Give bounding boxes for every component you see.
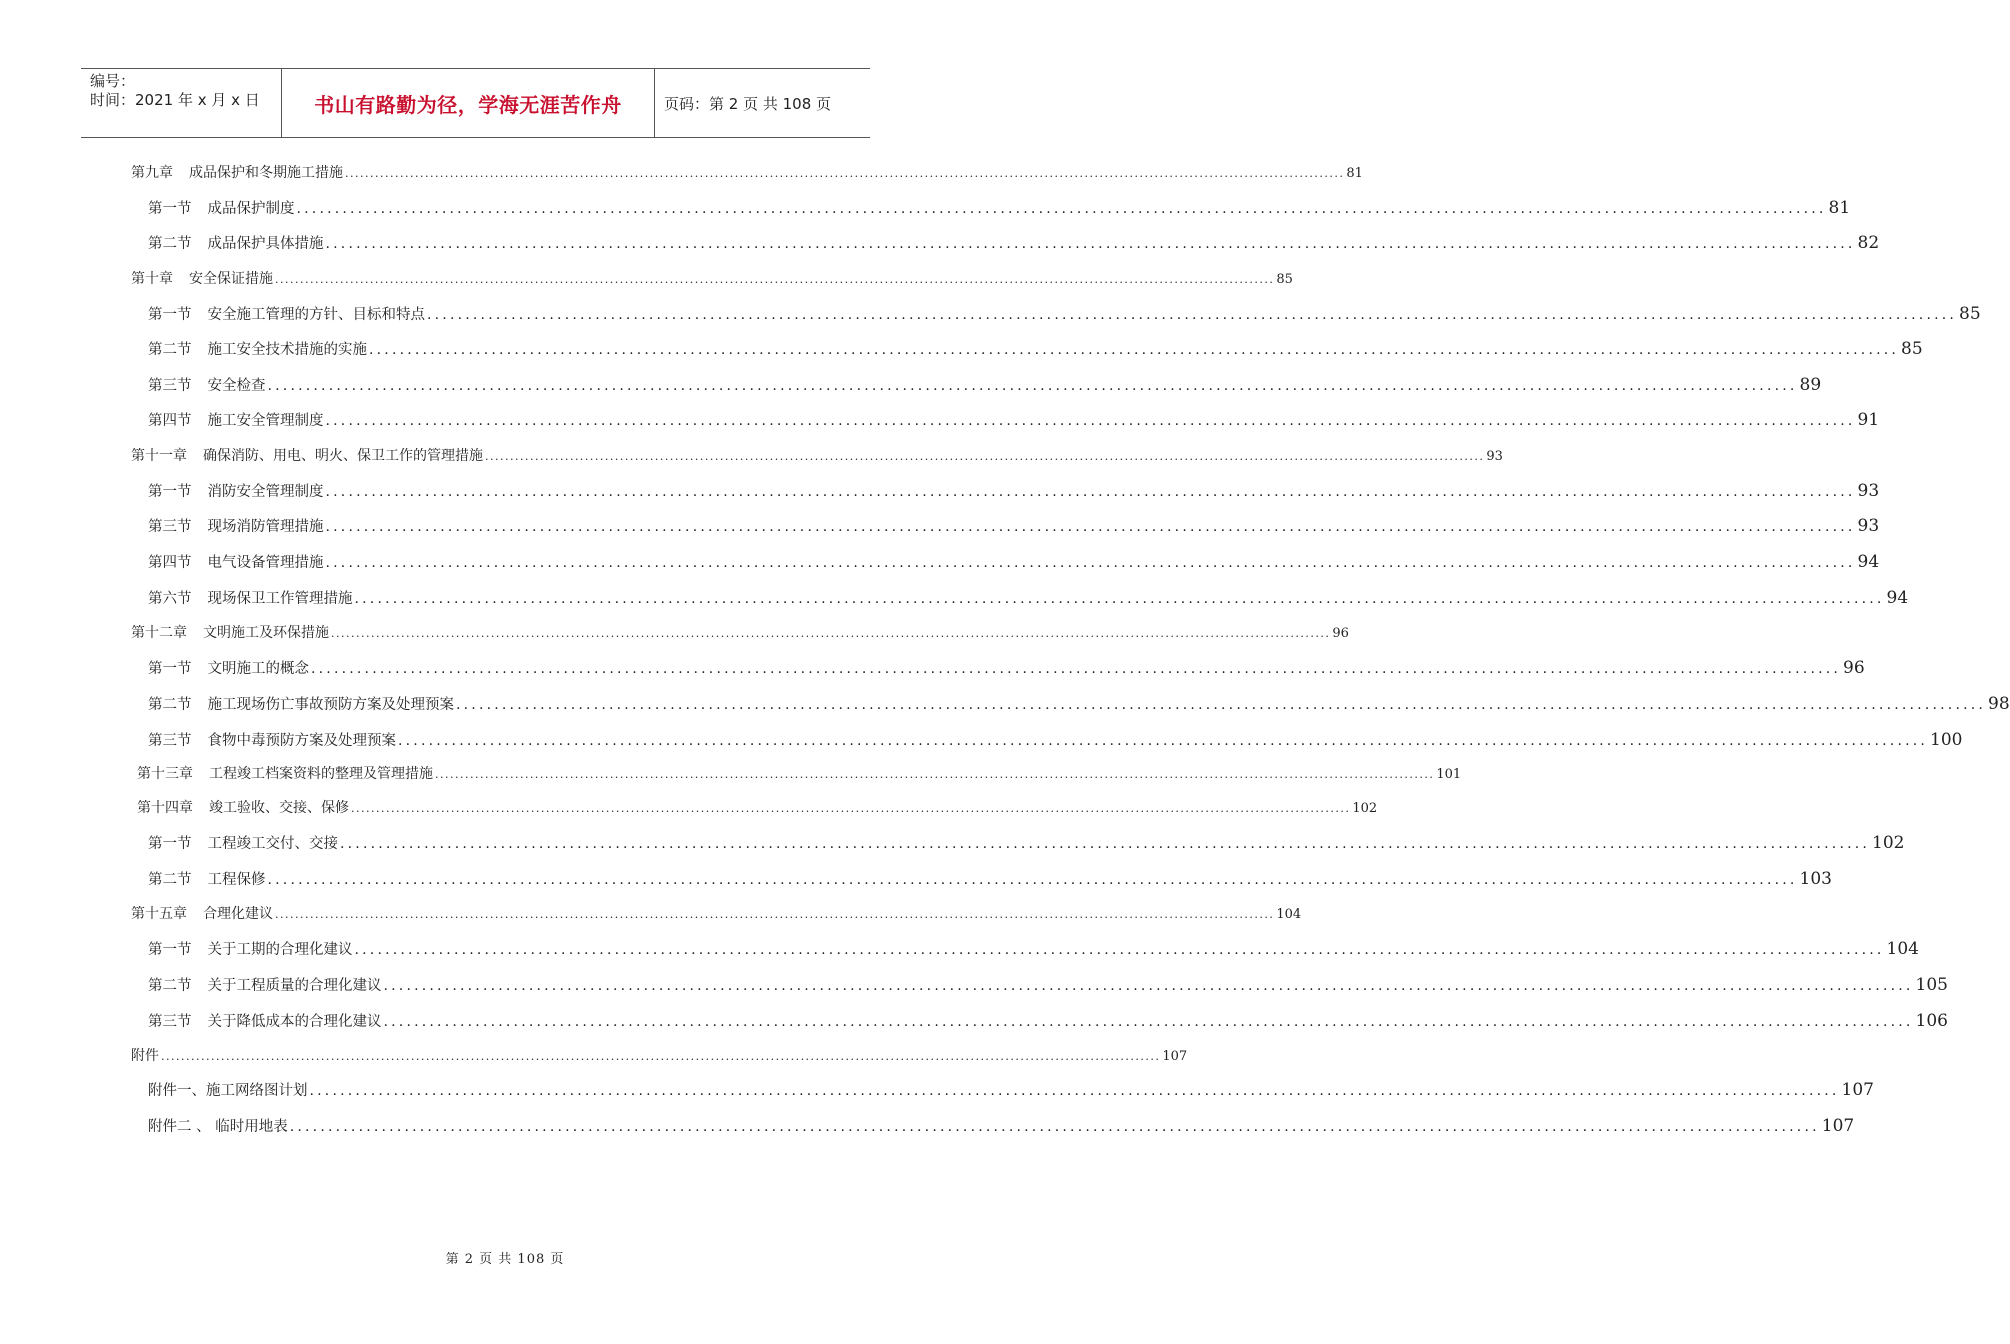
toc-dot-leader: ........................................................................................................................................................................................................: [369, 342, 1900, 358]
toc-dot-leader: ........................................................................................................................................................................................................: [340, 836, 1871, 852]
toc-entry-number: 第二节: [148, 342, 192, 358]
toc-entry-number: 第四节: [148, 413, 192, 429]
toc-dot-leader: ........................................................................................................................................................................................................: [427, 307, 1958, 323]
toc-entry-number: 第一节: [148, 942, 192, 958]
toc-section-entry[interactable]: [148, 515, 1880, 536]
toc-page-number: 103: [1799, 869, 1832, 889]
toc-entry-number: 第二节: [148, 697, 192, 713]
toc-entry-number: 第十三章: [137, 766, 193, 782]
page-footer: 第 2 页 共 108 页: [445, 1252, 565, 1267]
toc-entry-title: 工程竣工档案资料的整理及管理措施: [209, 766, 433, 782]
toc-chapter-entry[interactable]: [131, 162, 1363, 182]
toc-section-entry[interactable]: [148, 974, 1948, 995]
toc-entry-number: 第三节: [148, 378, 192, 394]
toc-entry-number: 第十章: [131, 271, 173, 287]
toc-section-entry[interactable]: [148, 1079, 1874, 1100]
toc-dot-leader: ........................................................................................................................................................................................................: [267, 872, 1798, 888]
page-header: [81, 68, 870, 138]
toc-dot-leader: ........................................................................................................................................................................................................: [383, 1014, 1914, 1030]
toc-entry-title: 成品保护具体措施: [207, 236, 324, 252]
toc-entry-number: 第十一章: [131, 448, 187, 464]
toc-dot-leader: ........................................................................................................................................................................................................: [325, 555, 1856, 571]
toc-entry-number: 第十二章: [131, 625, 187, 641]
toc-section-entry[interactable]: [148, 480, 1880, 501]
toc-page-number: 89: [1799, 375, 1822, 395]
toc-page-number: 102: [1352, 801, 1378, 816]
toc-dot-leader: ........................................................................................................................................................................................................: [325, 413, 1856, 429]
toc-page-number: 81: [1346, 166, 1363, 181]
toc-dot-leader: ........................................................................................................................................................................................................: [289, 1119, 1820, 1135]
toc-page-number: 105: [1915, 975, 1948, 995]
toc-dot-leader: ........................................................................................................................................................................................................: [351, 802, 1351, 815]
toc-section-entry[interactable]: [148, 374, 1822, 395]
toc-page-number: 96: [1843, 658, 1865, 678]
toc-dot-leader: ........................................................................................................................................................................................................: [275, 273, 1275, 286]
toc-entry-title: 安全检查: [207, 378, 266, 394]
toc-entry-number: 第三节: [148, 519, 192, 535]
toc-page-number: 102: [1872, 833, 1905, 853]
toc-entry-number: 第二节: [148, 978, 192, 994]
toc-entry-title: 关于工期的合理化建议: [207, 942, 353, 958]
toc-dot-leader: ........................................................................................................................................................................................................: [267, 378, 1798, 394]
toc-entry-title: 施工安全技术措施的实施: [207, 342, 367, 358]
toc-section-entry[interactable]: [148, 868, 1832, 889]
toc-page-number: 94: [1857, 552, 1880, 572]
toc-dot-leader: ........................................................................................................................................................................................................: [311, 661, 1842, 677]
toc-entry-number: 第十五章: [131, 906, 187, 922]
header-motto-cell: [282, 69, 655, 137]
toc-entry-number: 第一节: [148, 307, 192, 323]
toc-section-entry[interactable]: [148, 657, 1865, 678]
toc-page-number: 107: [1162, 1049, 1188, 1064]
toc-dot-leader: ........................................................................................................................................................................................................: [275, 908, 1275, 921]
toc-entry-title: 安全施工管理的方针、目标和特点: [207, 307, 425, 323]
toc-dot-leader: ........................................................................................................................................................................................................: [161, 1050, 1161, 1063]
header-meta-cell: [81, 69, 282, 137]
toc-page-number: 93: [1857, 481, 1880, 501]
toc-dot-leader: ........................................................................................................................................................................................................: [485, 450, 1485, 463]
toc-entry-title: 施工现场伤亡事故预防方案及处理预案: [207, 697, 454, 713]
toc-entry-number: 第九章: [131, 165, 173, 181]
toc-page-number: 100: [1930, 730, 1963, 750]
toc-page-number: 107: [1841, 1080, 1874, 1100]
toc-dot-leader: ........................................................................................................................................................................................................: [398, 733, 1929, 749]
toc-page-number: 93: [1486, 449, 1503, 464]
toc-page-number: 104: [1886, 939, 1919, 959]
toc-entry-title: 附件二 、 临时用地表: [148, 1119, 288, 1135]
toc-dot-leader: ........................................................................................................................................................................................................: [354, 942, 1885, 958]
toc-section-entry[interactable]: [148, 832, 1905, 853]
toc-entry-title: 食物中毒预防方案及处理预案: [207, 733, 396, 749]
toc-entry-title: 合理化建议: [203, 906, 273, 922]
toc-page-number: 81: [1828, 198, 1851, 218]
toc-page-number: 94: [1886, 588, 1909, 608]
toc-entry-title: 附件一、施工网络图计划: [148, 1083, 308, 1099]
toc-chapter-entry[interactable]: [137, 763, 1462, 783]
toc-chapter-entry[interactable]: [137, 797, 1378, 817]
toc-chapter-entry[interactable]: [131, 903, 1302, 923]
toc-page-number: 107: [1821, 1116, 1855, 1136]
toc-entry-title: 成品保护制度: [207, 201, 295, 217]
toc-entry-title: 现场消防管理措施: [207, 519, 324, 535]
toc-dot-leader: ........................................................................................................................................................................................................: [325, 519, 1856, 535]
toc-page-number: 85: [1276, 272, 1293, 287]
toc-page-number: 82: [1857, 233, 1880, 253]
document-date: 时间：2021 年 x 月 x 日: [90, 91, 260, 109]
toc-page-number: 91: [1857, 410, 1880, 430]
header-page-info: 页码：第 2 页 共 108 页: [664, 94, 832, 113]
toc-entry-number: 第一节: [148, 201, 192, 217]
toc-page-number: 85: [1959, 304, 1981, 324]
toc-entry-number: 第一节: [148, 836, 192, 852]
toc-dot-leader: ........................................................................................................................................................................................................: [309, 1083, 1840, 1099]
toc-page-number: 106: [1915, 1011, 1948, 1031]
toc-section-entry[interactable]: [148, 338, 1923, 359]
toc-dot-leader: ........................................................................................................................................................................................................: [354, 591, 1885, 607]
toc-dot-leader: ........................................................................................................................................................................................................: [345, 167, 1345, 180]
toc-page-number: 85: [1901, 339, 1923, 359]
toc-entry-title: 现场保卫工作管理措施: [207, 591, 353, 607]
toc-entry-title: 安全保证措施: [189, 271, 273, 287]
toc-chapter-entry[interactable]: [131, 268, 1293, 288]
toc-entry-title: 成品保护和冬期施工措施: [189, 165, 343, 181]
toc-section-entry[interactable]: [148, 409, 1880, 430]
toc-page-number: 98: [1988, 694, 2010, 714]
toc-entry-number: 第六节: [148, 591, 192, 607]
toc-entry-title: 关于工程质量的合理化建议: [207, 978, 382, 994]
document-number-label: 编号：: [90, 72, 136, 90]
toc-entry-title: 工程竣工交付、交接: [207, 836, 338, 852]
toc-entry-title: 文明施工的概念: [207, 661, 309, 677]
header-motto: 书山有路勤为径，学海无涯苦作舟: [314, 92, 622, 117]
toc-section-entry[interactable]: [148, 938, 1919, 959]
toc-entry-number: 第二节: [148, 236, 192, 252]
toc-entry-title: 消防安全管理制度: [207, 484, 324, 500]
toc-entry-number: 第三节: [148, 1014, 192, 1030]
toc-entry-title: 施工安全管理制度: [207, 413, 324, 429]
toc-page-number: 93: [1857, 516, 1880, 536]
toc-section-entry[interactable]: [148, 1115, 1855, 1136]
toc-dot-leader: ........................................................................................................................................................................................................: [383, 978, 1914, 994]
toc-chapter-entry[interactable]: [131, 445, 1503, 465]
toc-entry-title: 文明施工及环保措施: [203, 625, 329, 641]
toc-chapter-entry[interactable]: [131, 622, 1349, 642]
toc-section-entry[interactable]: [148, 303, 1981, 324]
toc-entry-number: 第一节: [148, 484, 192, 500]
toc-dot-leader: ........................................................................................................................................................................................................: [296, 201, 1827, 217]
toc-section-entry[interactable]: [148, 551, 1880, 572]
toc-page-number: 101: [1436, 767, 1462, 782]
toc-section-entry[interactable]: [148, 232, 1880, 253]
toc-section-entry[interactable]: [148, 1010, 1948, 1031]
toc-entry-number: 第二节: [148, 872, 192, 888]
header-page-cell: [655, 69, 870, 137]
toc-dot-leader: ........................................................................................................................................................................................................: [331, 627, 1331, 640]
toc-section-entry[interactable]: [148, 587, 1909, 608]
toc-entry-number: 第三节: [148, 733, 192, 749]
toc-entry-title: 电气设备管理措施: [207, 555, 324, 571]
toc-entry-title: 关于降低成本的合理化建议: [207, 1014, 382, 1030]
toc-dot-leader: ........................................................................................................................................................................................................: [325, 484, 1856, 500]
toc-entry-number: 第四节: [148, 555, 192, 571]
toc-entry-number: 第十四章: [137, 800, 193, 816]
toc-section-entry[interactable]: [148, 693, 2010, 714]
toc-page-number: 104: [1276, 907, 1302, 922]
toc-entry-title: 竣工验收、交接、保修: [209, 800, 349, 816]
toc-section-entry[interactable]: [148, 197, 1851, 218]
toc-dot-leader: ........................................................................................................................................................................................................: [456, 697, 1987, 713]
toc-page-number: 96: [1332, 626, 1349, 641]
toc-section-entry[interactable]: [148, 729, 1963, 750]
toc-entry-number: 第一节: [148, 661, 192, 677]
toc-chapter-entry[interactable]: [131, 1045, 1188, 1065]
toc-dot-leader: ........................................................................................................................................................................................................: [435, 768, 1435, 781]
toc-entry-title: 附件: [131, 1048, 159, 1064]
toc-dot-leader: ........................................................................................................................................................................................................: [325, 236, 1856, 252]
toc-entry-title: 工程保修: [207, 872, 266, 888]
toc-entry-title: 确保消防、用电、明火、保卫工作的管理措施: [203, 448, 483, 464]
